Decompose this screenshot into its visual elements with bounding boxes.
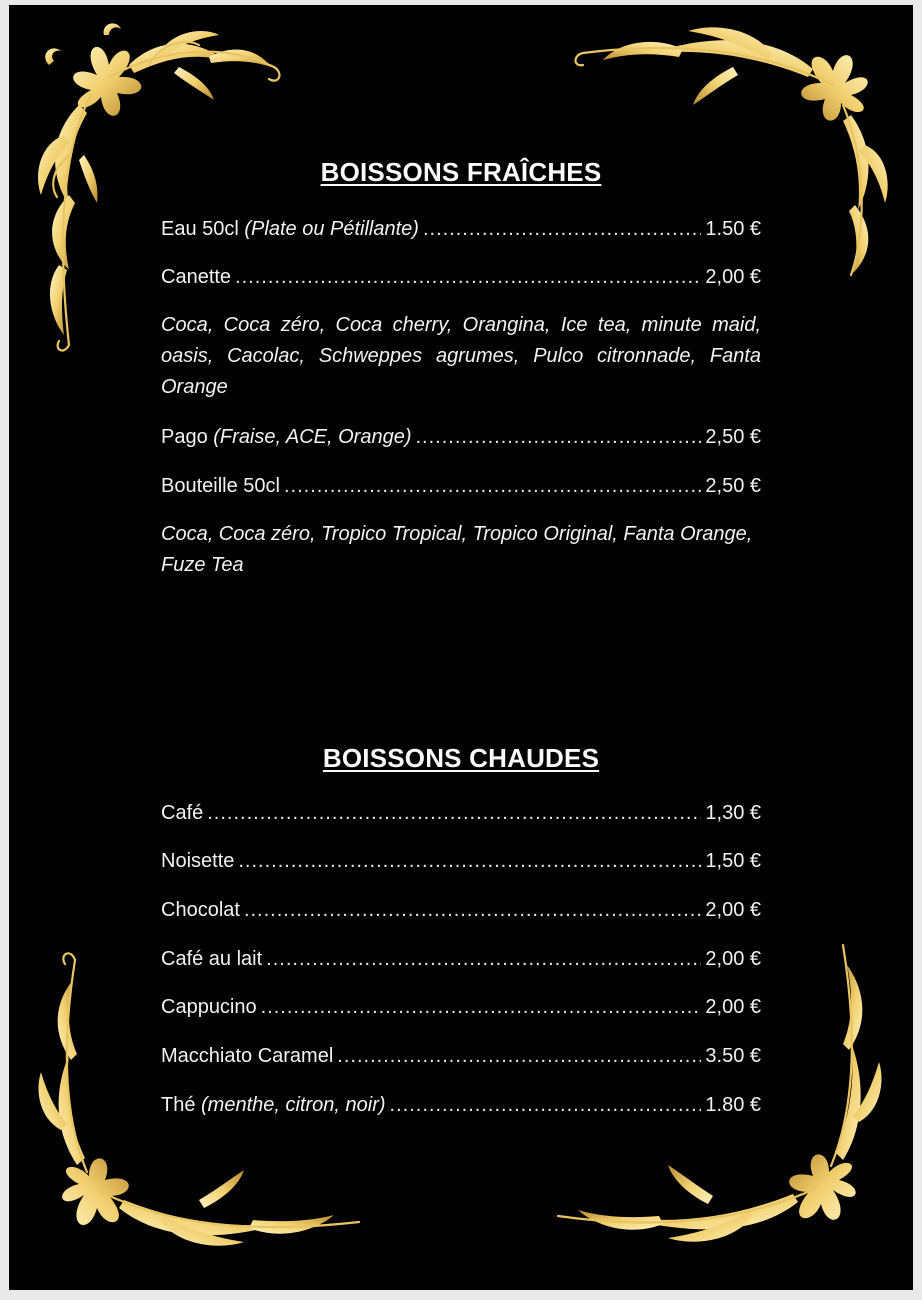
- menu-item-noisette: [161, 849, 761, 873]
- dot-leader: [207, 801, 701, 825]
- menu-item-cafe-au-lait: [161, 947, 761, 971]
- item-price: 2,00 €: [705, 266, 761, 288]
- dot-leader: [337, 1044, 701, 1068]
- item-price: 1.50 €: [705, 218, 761, 240]
- item-price: 2,00 €: [705, 948, 761, 970]
- menu-item-pago: [161, 425, 761, 449]
- item-detail: (Fraise, ACE, Orange): [207, 426, 412, 448]
- item-name: Chocolat: [161, 899, 240, 921]
- dot-leader: [415, 425, 701, 449]
- dot-leader: [261, 995, 702, 1019]
- menu-item-bouteille: [161, 474, 761, 498]
- dot-leader: [284, 474, 701, 498]
- dot-leader: [238, 849, 701, 873]
- canette-flavors: Coca, Coca zéro, Coca cherry, Orangina, Ice tea, minute maid, oasis, Cacolac, Schweppes agrumes, Pulco citronnade, Fanta Orange: [161, 314, 761, 398]
- dot-leader: [235, 265, 701, 289]
- menu-item-macchiato: [161, 1044, 761, 1068]
- bouteille-flavors: Coca, Coca zéro, Tropico Tropical, Tropico Original, Fanta Orange, Fuze Tea: [161, 523, 753, 576]
- item-price: 2,00 €: [705, 996, 761, 1018]
- menu-item-cafe: [161, 801, 761, 825]
- menu-item-cappucino: [161, 995, 761, 1019]
- item-name: Macchiato Caramel: [161, 1045, 334, 1067]
- item-name: Pago: [161, 426, 208, 448]
- item-name: Canette: [161, 266, 232, 288]
- item-detail: (Plate ou Pétillante): [238, 218, 419, 240]
- dot-leader: [423, 217, 701, 241]
- item-name: Café au lait: [161, 948, 263, 970]
- dot-leader: [266, 947, 701, 971]
- item-name: Noisette: [161, 850, 235, 872]
- item-price: 2,50 €: [705, 475, 761, 497]
- dot-leader: [390, 1093, 702, 1117]
- item-name: Cappucino: [161, 996, 257, 1018]
- menu-page: [9, 5, 913, 1290]
- item-detail: (menthe, citron, noir): [195, 1094, 386, 1116]
- item-price: 2,50 €: [705, 426, 761, 448]
- item-price: 1.80 €: [705, 1094, 761, 1116]
- menu-item-the: [161, 1093, 761, 1117]
- menu-item-canette: [161, 265, 761, 289]
- item-name: Café: [161, 802, 204, 824]
- section-title-hot-drinks: BOISSONS CHAUDES: [322, 743, 600, 773]
- item-name: Bouteille 50cl: [161, 475, 280, 497]
- item-name: Eau 50cl: [161, 218, 239, 240]
- dot-leader: [244, 898, 701, 922]
- item-price: 3.50 €: [705, 1045, 761, 1067]
- item-name: Thé: [161, 1094, 196, 1116]
- item-price: 1,30 €: [705, 802, 761, 824]
- menu-item-chocolat: [161, 898, 761, 922]
- item-price: 1,50 €: [705, 850, 761, 872]
- item-price: 2,00 €: [705, 899, 761, 921]
- menu-item-eau: [161, 217, 761, 241]
- section-title-cold-drinks: BOISSONS FRAÎCHES: [320, 157, 602, 187]
